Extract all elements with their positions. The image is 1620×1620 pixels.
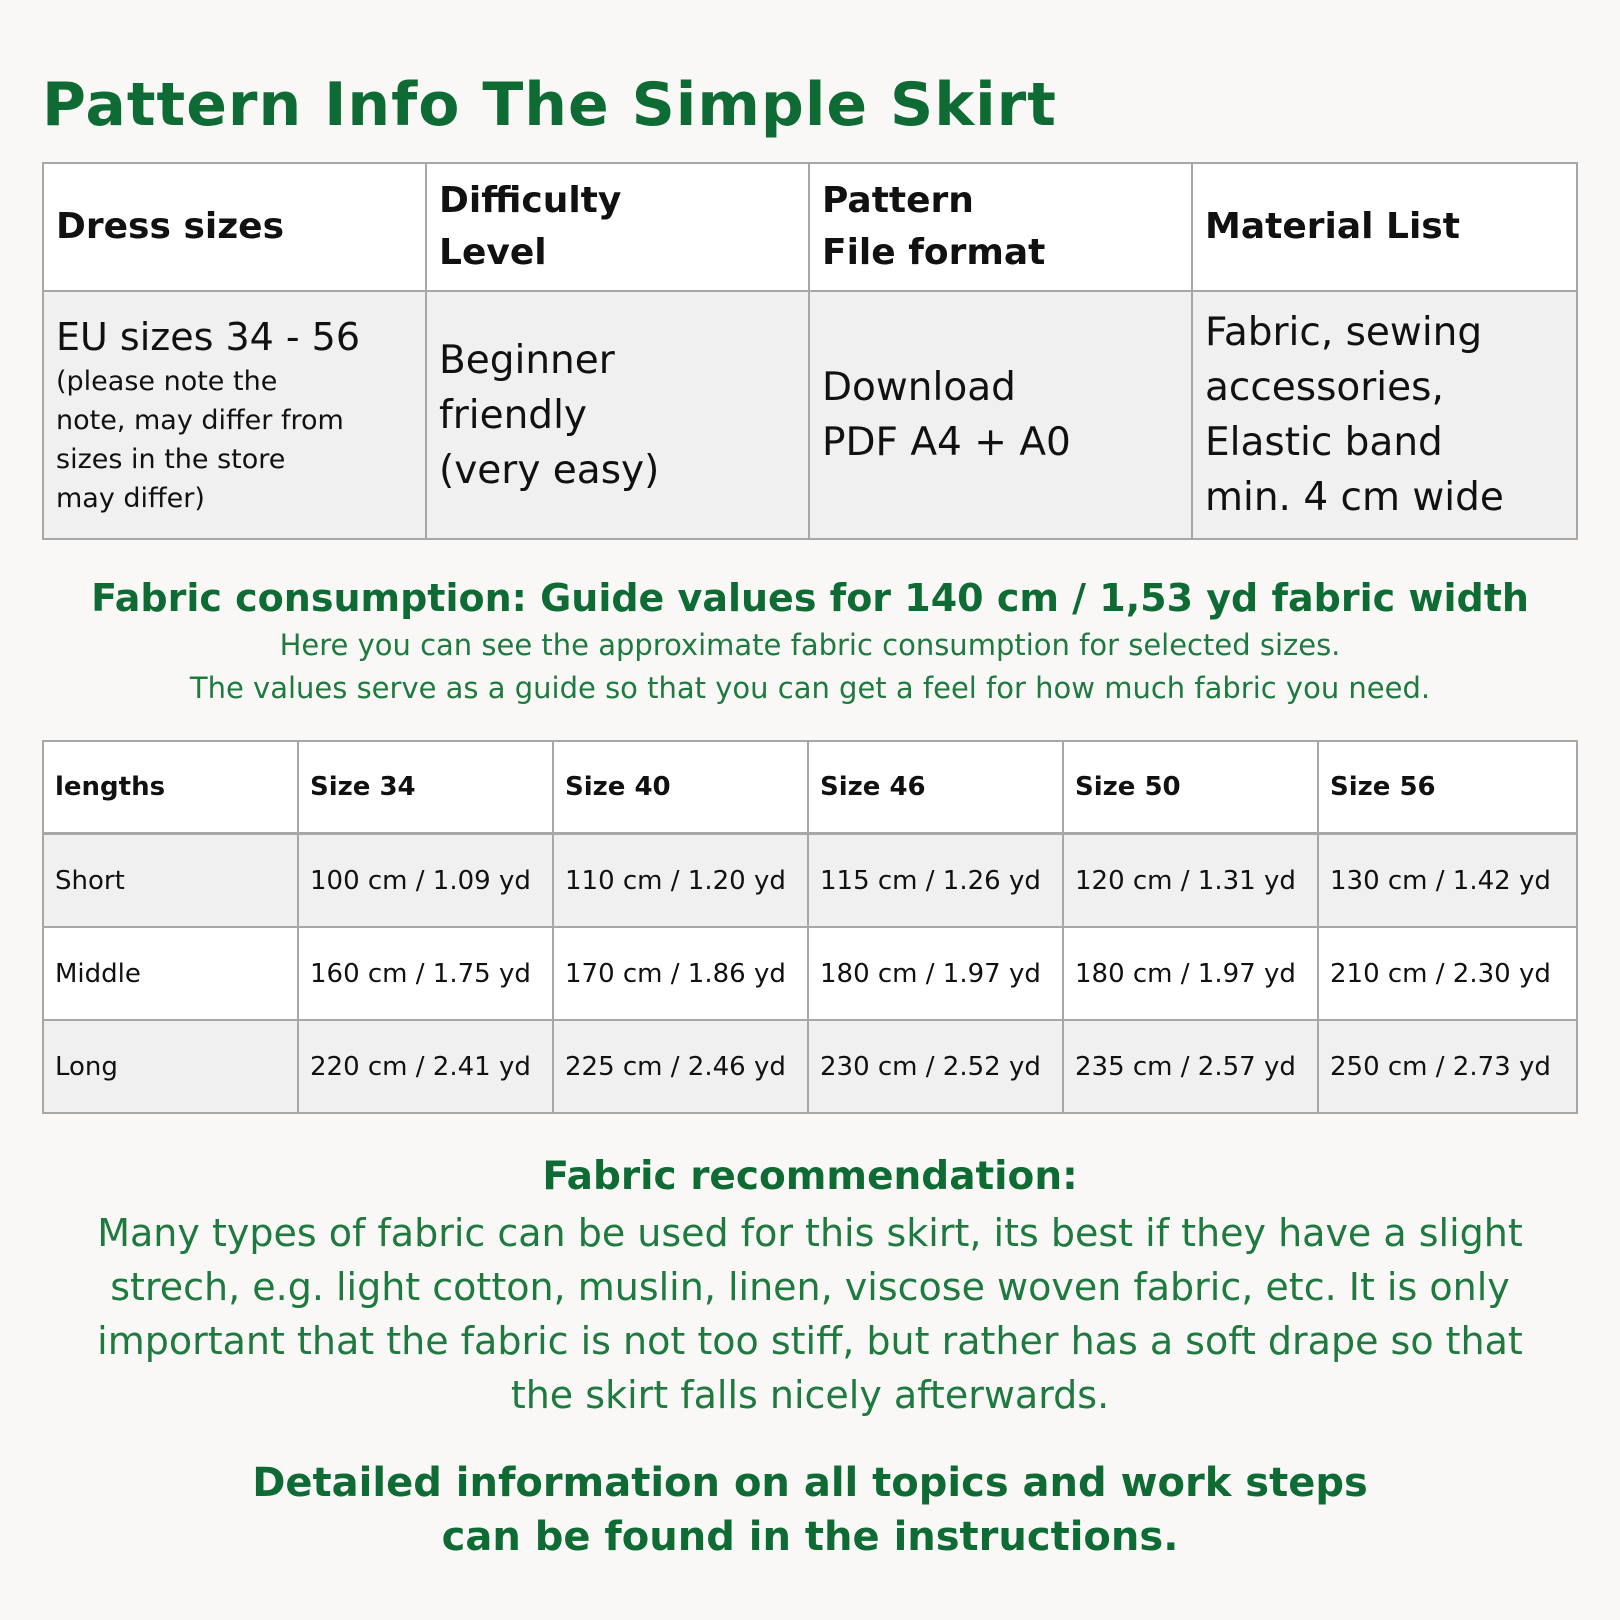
fabric-consumption-line-2: The values serve as a guide so that you can get a feel for how much fabric you need. <box>189 671 1431 705</box>
footer-line-1: Detailed information on all topics and work steps <box>252 1460 1368 1506</box>
column-header: Size 34 <box>298 741 553 834</box>
table-cell: 220 cm / 2.41 yd <box>298 1020 553 1113</box>
table-cell: 120 cm / 1.31 yd <box>1063 834 1318 928</box>
table-row <box>43 1020 1577 1113</box>
sizes-main: EU sizes 34 - 56 <box>56 315 361 359</box>
table-cell: 250 cm / 2.73 yd <box>1318 1020 1577 1113</box>
fabric-recommendation-heading: Fabric recommendation: <box>542 1154 1078 1199</box>
fabric-recommendation-text: Many types of fabric can be used for this skirt, its best if they have a slight strech, e.g. light cotton, muslin, linen, viscose woven fabric, etc. It is only important that the fabric is not too stiff, but rather has a soft drape so that the skirt falls nicely afterwards. <box>97 1211 1523 1417</box>
table-cell: 180 cm / 1.97 yd <box>808 927 1063 1020</box>
fabric-consumption-line-1: Here you can see the approximate fabric consumption for selected sizes. <box>279 628 1341 662</box>
table-cell: 230 cm / 2.52 yd <box>808 1020 1063 1113</box>
header-difficulty: Difficulty Level <box>426 163 809 291</box>
header-material-list: Material List <box>1192 163 1577 291</box>
cell-file-format: Download PDF A4 + A0 <box>809 291 1192 539</box>
row-label: Long <box>43 1020 298 1113</box>
table-cell: 180 cm / 1.97 yd <box>1063 927 1318 1020</box>
table-cell: 235 cm / 2.57 yd <box>1063 1020 1318 1113</box>
fabric-consumption-heading: Fabric consumption: Guide values for 140 cm / 1,53 yd fabric width <box>91 576 1529 620</box>
table-cell: 225 cm / 2.46 yd <box>553 1020 808 1113</box>
cell-dress-sizes <box>43 291 426 539</box>
pattern-info-table <box>42 162 1578 540</box>
cell-materials: Fabric, sewing accessories, Elastic band min. 4 cm wide <box>1192 291 1577 539</box>
table-cell: 110 cm / 1.20 yd <box>553 834 808 928</box>
table-row <box>43 927 1577 1020</box>
sizes-note: (please note the note, may differ from sizes in the store may differ) <box>56 366 344 514</box>
column-header: lengths <box>43 741 298 834</box>
column-header: Size 56 <box>1318 741 1577 834</box>
table-cell: 100 cm / 1.09 yd <box>298 834 553 928</box>
fabric-consumption-table <box>42 740 1578 1114</box>
table-row <box>43 834 1577 928</box>
footer-line-2: can be found in the instructions. <box>441 1514 1179 1560</box>
table-cell: 170 cm / 1.86 yd <box>553 927 808 1020</box>
table-header-row <box>43 741 1577 834</box>
row-label: Middle <box>43 927 298 1020</box>
table-cell: 130 cm / 1.42 yd <box>1318 834 1577 928</box>
header-dress-sizes: Dress sizes <box>43 163 426 291</box>
row-label: Short <box>43 834 298 928</box>
column-header: Size 46 <box>808 741 1063 834</box>
table-cell: 210 cm / 2.30 yd <box>1318 927 1577 1020</box>
header-file-format: Pattern File format <box>809 163 1192 291</box>
table-cell: 160 cm / 1.75 yd <box>298 927 553 1020</box>
column-header: Size 50 <box>1063 741 1318 834</box>
cell-difficulty: Beginner friendly (very easy) <box>426 291 809 539</box>
table-cell: 115 cm / 1.26 yd <box>808 834 1063 928</box>
info-body-row <box>43 291 1577 539</box>
page-title: Pattern Info The Simple Skirt <box>42 70 1057 140</box>
info-header-row <box>43 163 1577 291</box>
column-header: Size 40 <box>553 741 808 834</box>
